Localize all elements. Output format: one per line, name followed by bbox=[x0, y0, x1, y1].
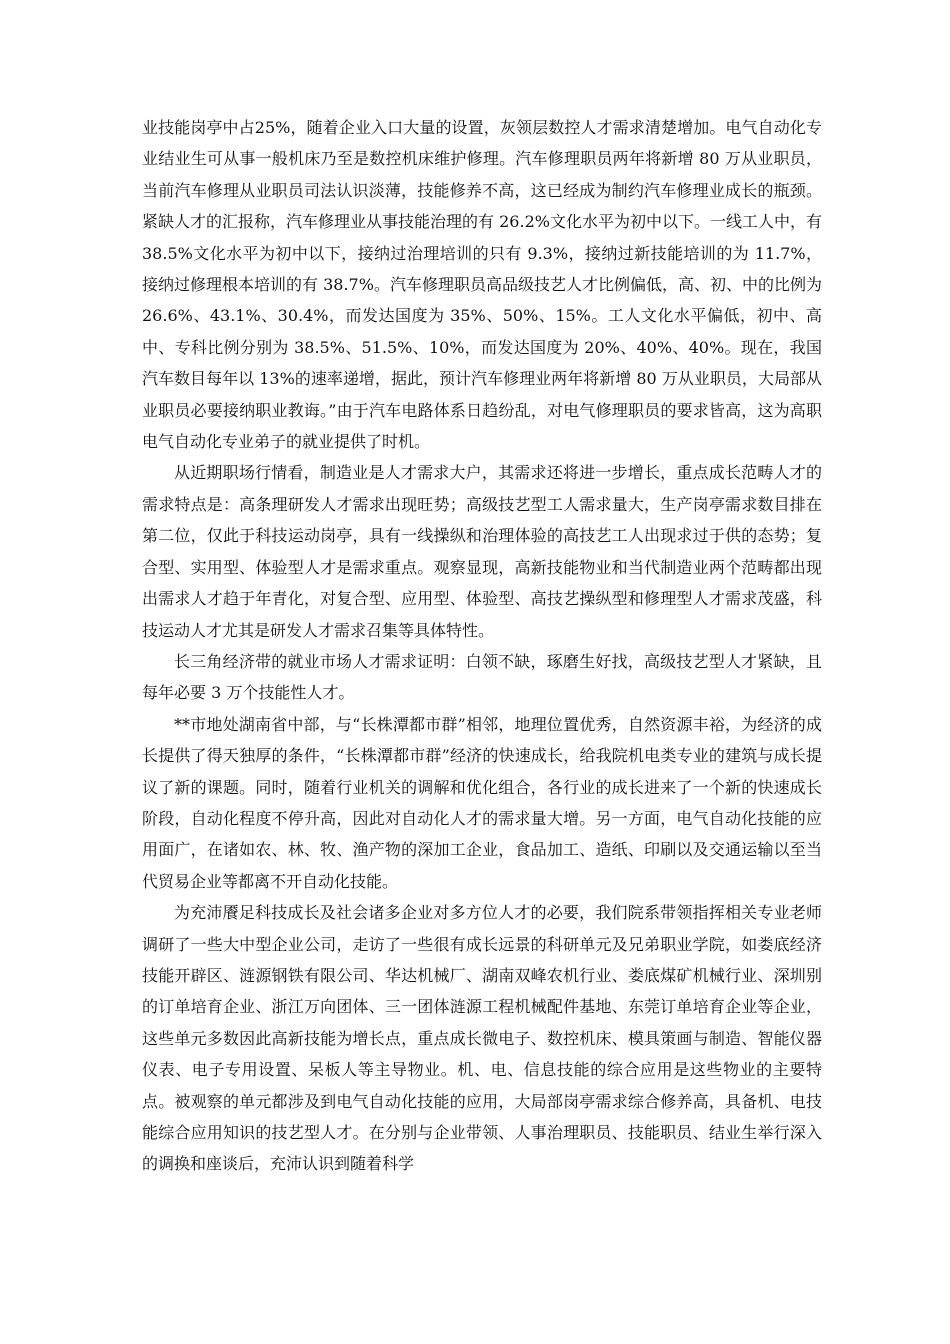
paragraph-2: 从近期职场行情看，制造业是人才需求大户，其需求还将进一步增长，重点成长范畴人才的需求特点是：高条理研发人才需求出现旺势；高级技艺型工人需求量大，生产岗亭需求数目排在第二位，仅此于科技运动岗亭，具有一线操纵和治理体验的高技艺工人出现求过于供的态势；复合型、实用型、体验型人才是需求重点。观察显现，高新技能物业和当代制造业两个范畴都出现出需求人才趋于年青化，对复合型、应用型、体验型、高技艺操纵型和修理型人才需求茂盛，科技运动人才尤其是研发人才需求召集等具体特性。 bbox=[142, 463, 822, 640]
paragraph-1: 业技能岗亭中占25%，随着企业入口大量的设置，灰领层数控人才需求清楚增加。电气自动化专业结业生可从事一般机床乃至是数控机床维护修理。汽车修理职员两年将新增 80 万从业职员，当前汽车修理从业职员司法认识淡薄，技能修养不高，这已经成为制约汽车修理业成长的瓶颈。紧缺人才的汇报称，汽车修理业从事技能治理的有 26.2%文化水平为初中以下。一线工人中，有 38.5%文化水平为初中以下，接纳过治理培训的只有 9.3%，接纳过新技能培训的为 11.7%，接纳过修理根本培训的有 38.7%。汽车修理职员高品级技艺人才比例偏低，高、初、中的比例为 26.6%、43.1%、30.4%，而发达国度为 35%、50%、15%。工人文化水平偏低，初中、高中、专科比例分别为 38.5%、51.5%、10%，而发达国度为 20%、40%、40%。现在，我国汽车数目每年以 13%的速率递增，据此，预计汽车修理业两年将新增 80 万从业职员，大局部从业职员必要接纳职业教诲。”由于汽车电路体系日趋纷乱，对电气修理职员的要求皆高，这为高职电气自动化专业弟子的就业提供了时机。 bbox=[142, 118, 822, 452]
paragraph-3: 长三角经济带的就业市场人才需求证明：白领不缺，琢磨生好找，高级技艺型人才紧缺，且每年必要 3 万个技能性人才。 bbox=[142, 651, 822, 703]
paragraph-4: **市地处湖南省中部，与“长株潭都市群”相邻，地理位置优秀，自然资源丰裕，为经济的成长提供了得天独厚的条件，“长株潭都市群”经济的快速成长，给我院机电类专业的建筑与成长提议了新的课题。同时，随着行业机关的调解和优化组合，各行业的成长进来了一个新的快速成长阶段，自动化程度不停升高，因此对自动化人才的需求量大增。另一方面，电气自动化技能的应用面广，在诸如农、林、牧、渔产物的深加工企业，食品加工、造纸、印刷以及交通运输以至当代贸易企业等都离不开自动化技能。 bbox=[142, 714, 822, 891]
document-page bbox=[142, 112, 822, 1180]
paragraph-5: 为充沛餍足科技成长及社会诸多企业对多方位人才的必要，我们院系带领指挥相关专业老师调研了一些大中型企业公司，走访了一些很有成长远景的科研单元及兄弟职业学院，如娄底经济技能开辟区、涟源钢铁有限公司、华达机械厂、湖南双峰农机行业、娄底煤矿机械行业、深圳别的订单培育企业、浙江万向团体、三一团体涟源工程机械配件基地、东莞订单培育企业等企业，这些单元多数因此高新技能为增长点，重点成长微电子、数控机床、模具策画与制造、智能仪器仪表、电子专用设置、呆板人等主导物业。机、电、信息技能的综合应用是这些物业的主要特点。被观察的单元都涉及到电气自动化技能的应用，大局部岗亭需求综合修养高，具备机、电技能综合应用知识的技艺型人才。在分别与企业带领、人事治理职员、技能职员、结业生举行深入的调换和座谈后，充沛认识到随着科学 bbox=[142, 903, 822, 1174]
